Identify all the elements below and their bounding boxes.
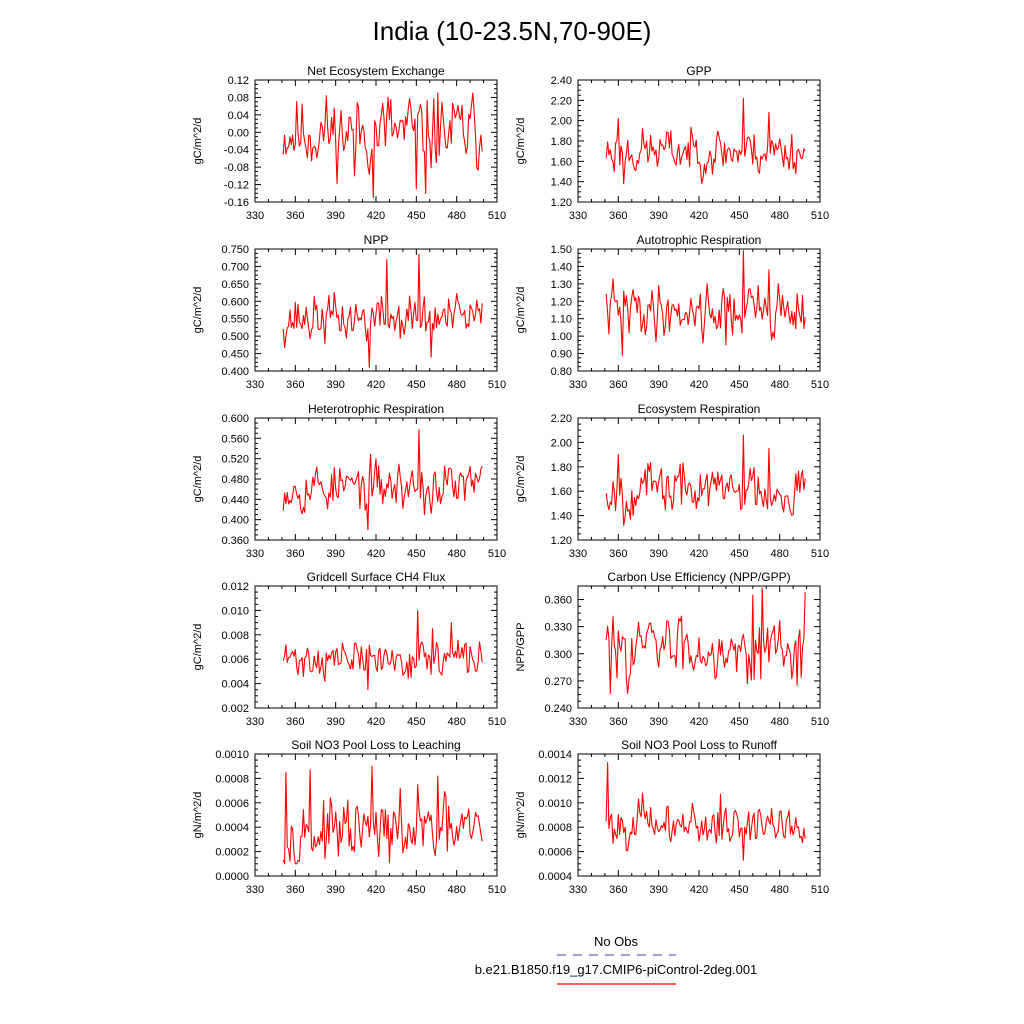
- x-tick-label: 510: [487, 884, 507, 896]
- y-axis-label: gC/m^2/d: [192, 117, 204, 165]
- x-tick-label: 420: [366, 884, 386, 896]
- x-tick-label: 450: [730, 884, 749, 896]
- legend-label-no-obs: No Obs: [593, 934, 639, 949]
- x-tick-label: 450: [730, 716, 749, 728]
- x-tick-label: 480: [447, 210, 466, 222]
- y-tick-label: 0.008: [221, 629, 249, 642]
- y-axis-label: gN/m^2/d: [192, 791, 204, 839]
- x-tick-label: 480: [770, 379, 789, 391]
- y-tick-label: 0.002: [221, 703, 249, 715]
- x-tick-label: 360: [286, 548, 305, 560]
- panel-title: Gridcell Surface CH4 Flux: [306, 570, 446, 584]
- series-line: [283, 610, 482, 689]
- x-tick-label: 330: [568, 210, 588, 222]
- x-tick-label: 330: [568, 716, 588, 728]
- series-line: [606, 251, 805, 356]
- x-tick-label: 450: [407, 884, 426, 896]
- plot-frame: [578, 418, 820, 540]
- y-tick-label: -0.16: [223, 197, 249, 209]
- y-tick-label: 0.360: [221, 535, 249, 547]
- y-tick-label: 2.00: [550, 437, 572, 450]
- y-axis-label: gC/m^2/d: [515, 286, 527, 334]
- y-tick-label: -0.08: [223, 162, 249, 175]
- series-line: [283, 93, 482, 198]
- x-tick-label: 450: [407, 548, 426, 560]
- x-tick-label: 390: [326, 884, 345, 896]
- y-tick-label: 0.0012: [538, 773, 572, 786]
- x-tick-label: 510: [487, 716, 507, 728]
- y-tick-label: 0.240: [544, 703, 572, 715]
- y-tick-label: 0.440: [221, 494, 249, 507]
- y-tick-label: 0.0008: [215, 773, 249, 786]
- plot-frame: [578, 80, 820, 202]
- panel-title: Soil NO3 Pool Loss to Leaching: [291, 738, 461, 752]
- chart-panel-3: [515, 233, 829, 391]
- y-tick-label: 1.40: [550, 176, 572, 189]
- x-tick-label: 480: [770, 210, 789, 222]
- y-tick-label: 0.650: [221, 278, 249, 291]
- x-tick-label: 450: [730, 379, 749, 391]
- x-tick-label: 390: [649, 548, 668, 560]
- y-tick-label: 0.006: [221, 654, 249, 667]
- y-tick-label: 0.400: [221, 514, 249, 527]
- y-tick-label: 2.20: [550, 95, 572, 108]
- x-tick-label: 480: [770, 716, 789, 728]
- x-tick-label: 420: [366, 210, 386, 222]
- x-tick-label: 450: [407, 716, 426, 728]
- x-tick-label: 480: [447, 379, 466, 391]
- x-tick-label: 420: [689, 884, 709, 896]
- y-axis-label: gC/m^2/d: [192, 455, 204, 503]
- y-tick-label: 0.600: [221, 413, 249, 425]
- y-tick-label: 0.0000: [215, 871, 249, 883]
- y-axis-label: gC/m^2/d: [515, 117, 527, 165]
- y-tick-label: 0.0010: [538, 797, 572, 810]
- x-tick-label: 420: [366, 379, 386, 391]
- x-tick-label: 420: [689, 548, 709, 560]
- x-tick-label: 390: [649, 884, 668, 896]
- chart-panel-1: [515, 64, 829, 222]
- y-tick-label: 1.20: [550, 535, 572, 547]
- y-tick-label: 1.50: [550, 244, 572, 256]
- x-tick-label: 330: [568, 884, 588, 896]
- y-tick-label: 0.750: [221, 244, 249, 256]
- x-tick-label: 510: [810, 210, 830, 222]
- y-tick-label: 1.40: [550, 261, 572, 274]
- plot-frame: [255, 418, 497, 540]
- y-tick-label: 0.004: [221, 678, 249, 691]
- chart-panel-8: [192, 738, 506, 896]
- chart-panel-2: [192, 233, 506, 391]
- y-tick-label: 0.0014: [538, 749, 572, 761]
- x-tick-label: 330: [245, 379, 265, 391]
- chart-panel-9: [515, 738, 829, 896]
- y-tick-label: 0.400: [221, 366, 249, 378]
- panel-title: NPP: [363, 233, 389, 247]
- panel-title: GPP: [686, 64, 712, 78]
- x-tick-label: 390: [326, 716, 345, 728]
- x-tick-label: 360: [609, 884, 628, 896]
- x-tick-label: 420: [689, 210, 709, 222]
- legend: [475, 934, 758, 984]
- y-tick-label: 0.08: [227, 92, 249, 105]
- panel-title: Ecosystem Respiration: [637, 402, 761, 416]
- chart-panel-7: [515, 570, 829, 728]
- chart-panel-4: [192, 402, 506, 560]
- x-tick-label: 510: [487, 548, 507, 560]
- x-tick-label: 510: [810, 716, 830, 728]
- y-tick-label: 0.00: [227, 127, 249, 140]
- y-tick-label: 0.012: [221, 581, 249, 593]
- series-line: [606, 435, 805, 525]
- x-tick-label: 390: [326, 210, 345, 222]
- y-tick-label: 0.80: [550, 366, 572, 378]
- series-line: [606, 98, 805, 183]
- y-tick-label: 1.00: [550, 331, 572, 344]
- series-line: [606, 588, 805, 694]
- y-tick-label: 0.0010: [215, 749, 249, 761]
- y-axis-label: gC/m^2/d: [515, 455, 527, 503]
- series-line: [283, 254, 482, 367]
- y-tick-label: 0.560: [221, 433, 249, 446]
- y-tick-label: 1.80: [550, 461, 572, 474]
- x-tick-label: 360: [609, 379, 628, 391]
- x-tick-label: 390: [649, 379, 668, 391]
- x-tick-label: 330: [568, 379, 588, 391]
- x-tick-label: 480: [447, 884, 466, 896]
- x-tick-label: 510: [487, 379, 507, 391]
- y-axis-label: gC/m^2/d: [192, 623, 204, 671]
- y-axis-label: gN/m^2/d: [515, 791, 527, 839]
- plot-frame: [578, 754, 820, 876]
- y-tick-label: 0.0002: [215, 846, 249, 859]
- y-tick-label: 0.90: [550, 348, 572, 361]
- legend-label-control-run: b.e21.B1850.f19_g17.CMIP6-piControl-2deg.001: [474, 962, 758, 977]
- panels: [192, 64, 829, 896]
- x-tick-label: 360: [286, 210, 305, 222]
- figure-title: India (10-23.5N,70-90E): [372, 16, 652, 46]
- x-tick-label: 450: [730, 548, 749, 560]
- y-tick-label: 0.010: [221, 605, 249, 618]
- series-line: [606, 763, 805, 861]
- panel-title: Soil NO3 Pool Loss to Runoff: [621, 738, 777, 752]
- y-axis-label: NPP/GPP: [515, 622, 527, 672]
- x-tick-label: 450: [730, 210, 749, 222]
- y-tick-label: 0.0004: [215, 822, 249, 835]
- y-tick-label: 2.00: [550, 115, 572, 128]
- x-tick-label: 420: [366, 716, 386, 728]
- x-tick-label: 330: [245, 716, 265, 728]
- panel-title: Autotrophic Respiration: [636, 233, 762, 247]
- y-tick-label: 1.60: [550, 156, 572, 169]
- x-tick-label: 510: [487, 210, 507, 222]
- x-tick-label: 450: [407, 379, 426, 391]
- y-tick-label: 1.60: [550, 486, 572, 499]
- x-tick-label: 420: [689, 716, 709, 728]
- y-tick-label: 0.0004: [538, 871, 572, 883]
- x-tick-label: 480: [447, 716, 466, 728]
- y-tick-label: 0.480: [221, 474, 249, 486]
- y-tick-label: 0.04: [227, 109, 249, 122]
- y-tick-label: 0.450: [221, 348, 249, 361]
- x-tick-label: 390: [326, 379, 345, 391]
- y-tick-label: 0.500: [221, 331, 249, 344]
- x-tick-label: 390: [326, 548, 345, 560]
- x-tick-label: 480: [447, 548, 466, 560]
- y-tick-label: 1.20: [550, 197, 572, 209]
- x-tick-label: 510: [810, 548, 830, 560]
- panel-title: Net Ecosystem Exchange: [307, 64, 445, 78]
- panel-title: Heterotrophic Respiration: [307, 402, 445, 416]
- x-tick-label: 510: [810, 379, 830, 391]
- chart-panel-0: [192, 64, 506, 222]
- y-tick-label: -0.04: [223, 144, 249, 157]
- series-line: [283, 430, 482, 530]
- series-line: [283, 766, 482, 864]
- x-tick-label: 330: [245, 548, 265, 560]
- x-tick-label: 420: [366, 548, 386, 560]
- y-tick-label: 0.300: [544, 648, 572, 661]
- y-tick-label: 0.12: [227, 75, 249, 87]
- plot-frame: [255, 586, 497, 708]
- x-tick-label: 330: [245, 884, 265, 896]
- y-tick-label: 0.360: [544, 594, 572, 607]
- y-tick-label: 0.270: [544, 675, 572, 688]
- x-tick-label: 480: [770, 548, 789, 560]
- y-tick-label: 0.520: [221, 453, 249, 466]
- x-tick-label: 480: [770, 884, 789, 896]
- y-tick-label: 2.40: [550, 75, 572, 87]
- y-tick-label: 0.600: [221, 296, 249, 309]
- y-tick-label: 1.40: [550, 510, 572, 523]
- x-tick-label: 390: [649, 210, 668, 222]
- y-tick-label: 2.20: [550, 413, 572, 425]
- y-tick-label: 0.0008: [538, 822, 572, 835]
- y-tick-label: 0.0006: [538, 846, 572, 859]
- y-tick-label: 0.700: [221, 261, 249, 274]
- y-tick-label: 1.30: [550, 278, 572, 291]
- x-tick-label: 360: [286, 379, 305, 391]
- x-tick-label: 510: [810, 884, 830, 896]
- y-tick-label: 1.10: [550, 313, 572, 326]
- chart-panel-5: [515, 402, 829, 560]
- y-tick-label: 1.80: [550, 136, 572, 148]
- x-tick-label: 450: [407, 210, 426, 222]
- y-tick-label: 0.550: [221, 313, 249, 326]
- x-tick-label: 390: [649, 716, 668, 728]
- x-tick-label: 360: [286, 716, 305, 728]
- y-tick-label: 0.330: [544, 621, 572, 634]
- y-axis-label: gC/m^2/d: [192, 286, 204, 334]
- y-tick-label: -0.12: [223, 179, 249, 192]
- y-tick-label: 0.0006: [215, 797, 249, 810]
- x-tick-label: 360: [609, 716, 628, 728]
- x-tick-label: 360: [286, 884, 305, 896]
- chart-panel-6: [192, 570, 506, 728]
- x-tick-label: 330: [245, 210, 265, 222]
- x-tick-label: 330: [568, 548, 588, 560]
- panel-title: Carbon Use Efficiency (NPP/GPP): [607, 570, 791, 584]
- x-tick-label: 360: [609, 210, 628, 222]
- y-tick-label: 1.20: [550, 296, 572, 309]
- x-tick-label: 420: [689, 379, 709, 391]
- x-tick-label: 360: [609, 548, 628, 560]
